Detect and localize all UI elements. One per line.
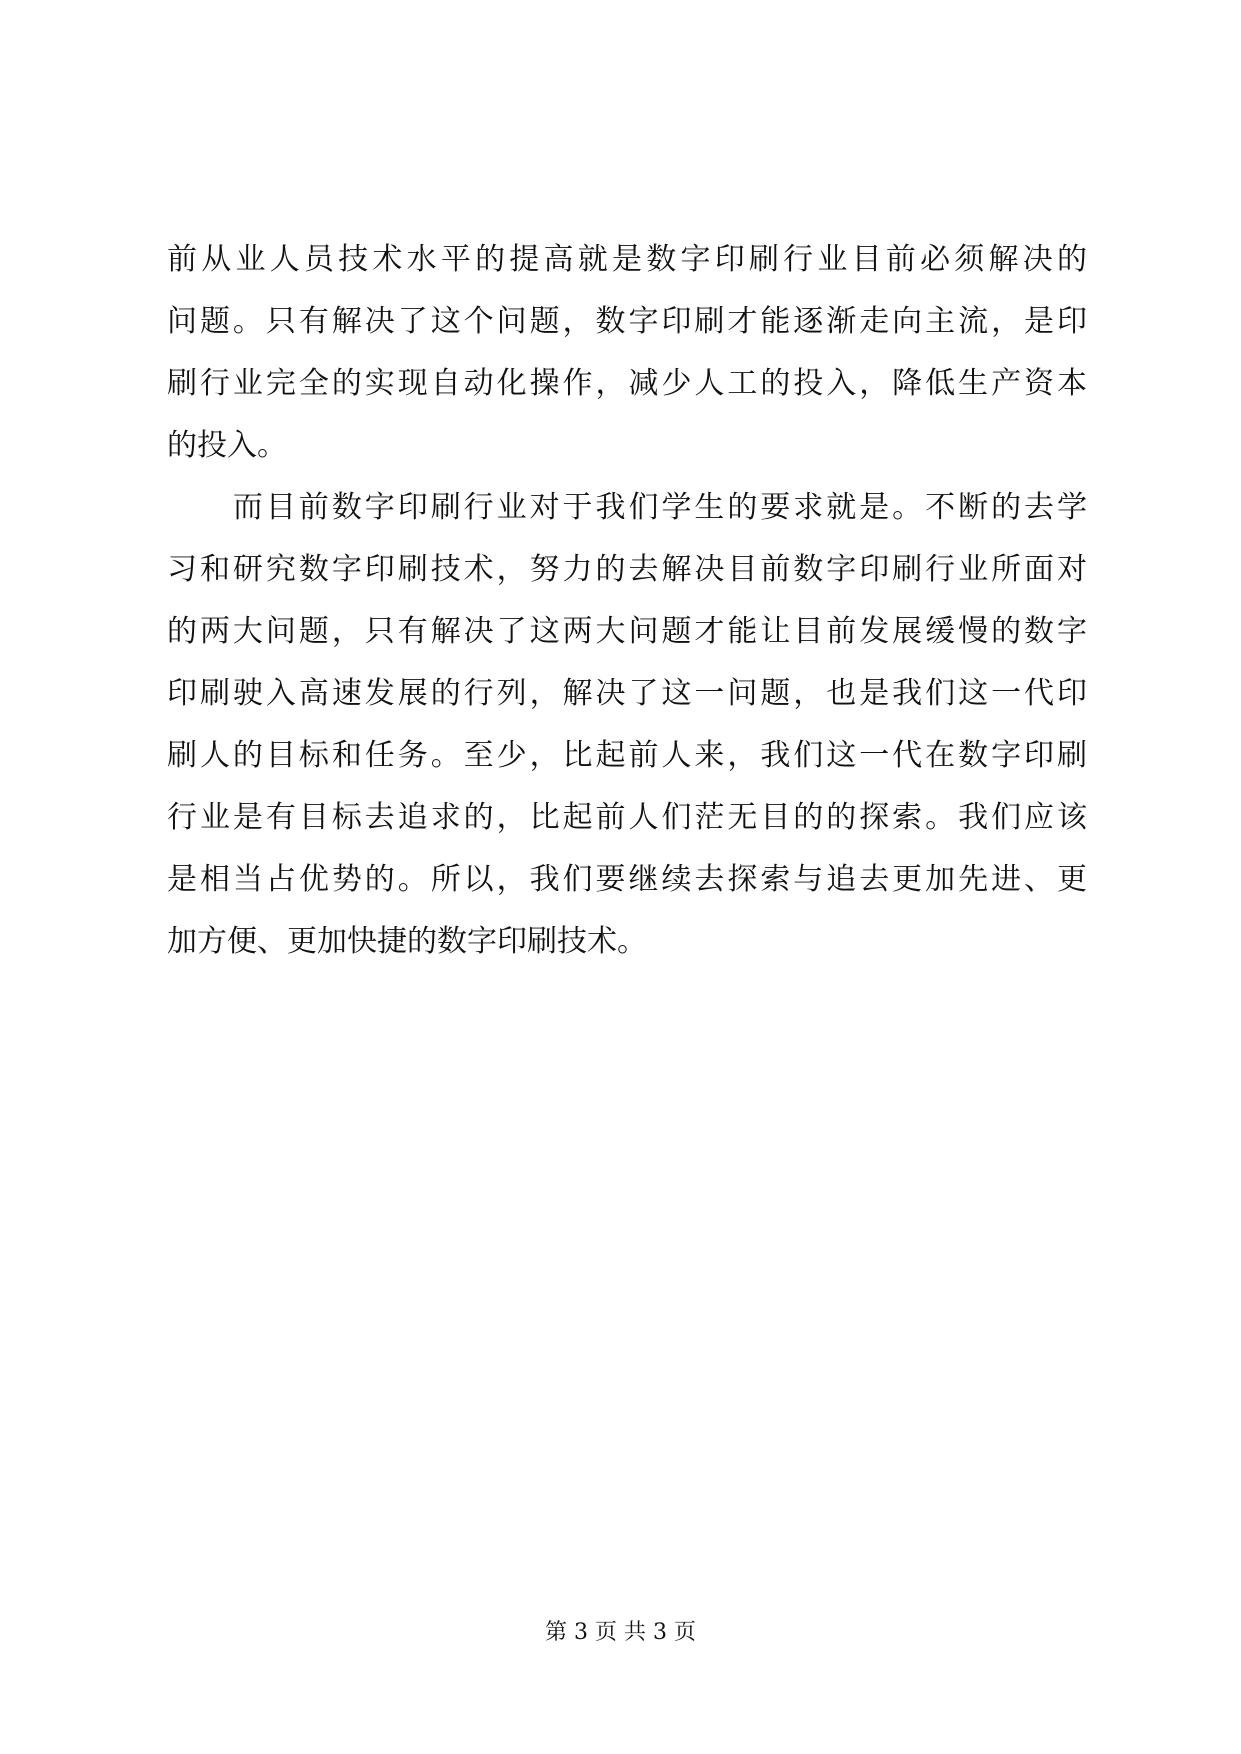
text-line: 而目前数字印刷行业对于我们学生的要求就是。不断的去学 (167, 490, 1087, 525)
document-body (167, 229, 1087, 973)
text-line: 刷人的目标和任务。至少，比起前人来，我们这一代在数字印刷 (167, 738, 1087, 773)
text-line: 刷行业完全的实现自动化操作，减少人工的投入，降低生产资本 (167, 366, 1087, 401)
text-line: 是相当占优势的。所以，我们要继续去探索与追去更加先进、更 (167, 862, 1087, 897)
text-line: 习和研究数字印刷技术，努力的去解决目前数字印刷行业所面对 (167, 552, 1087, 587)
text-line: 问题。只有解决了这个问题，数字印刷才能逐渐走向主流，是印 (167, 304, 1087, 339)
text-line: 加方便、更加快捷的数字印刷技术。 (167, 924, 647, 959)
paragraph-2 (167, 477, 1087, 973)
paragraph-1 (167, 229, 1087, 477)
text-line: 前从业人员技术水平的提高就是数字印刷行业目前必须解决的 (167, 242, 1087, 277)
text-line: 的两大问题，只有解决了这两大问题才能让目前发展缓慢的数字 (167, 614, 1087, 649)
text-line: 印刷驶入高速发展的行列，解决了这一问题，也是我们这一代印 (167, 676, 1087, 711)
text-line: 的投入。 (167, 428, 287, 463)
text-line: 行业是有目标去追求的，比起前人们茫无目的的探索。我们应该 (167, 800, 1087, 835)
page-footer: 第 3 页 共 3 页 (545, 1620, 696, 1645)
